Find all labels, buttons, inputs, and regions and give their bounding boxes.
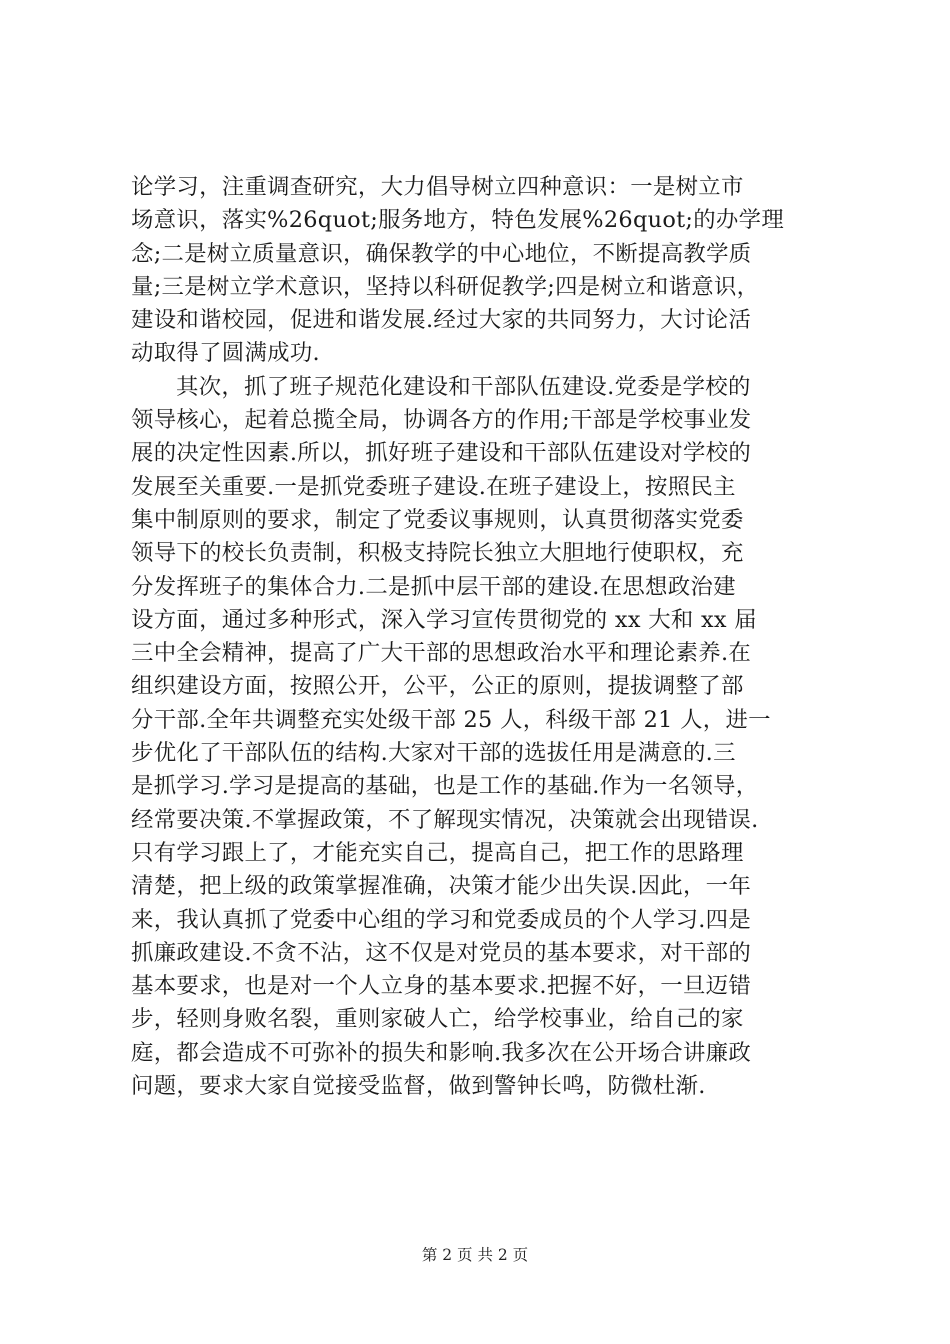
text-line: 步优化了干部队伍的结构.大家对干部的选拔任用是满意的.三 [131,740,736,767]
text-line: 只有学习跟上了，才能充实自己，提高自己，把工作的思路理 [131,839,744,866]
text-line: 建设和谐校园，促进和谐发展.经过大家的共同努力，大讨论活 [131,307,752,334]
text-line: 场意识，落实%26quot;服务地方，特色发展%26quot;的办学理 [131,207,785,234]
text-line: 发展至关重要.一是抓党委班子建设.在班子建设上，按照民主 [131,473,736,500]
text-line: 展的决定性因素.所以，抓好班子建设和干部队伍建设对学校的 [131,440,752,467]
text-line: 分干部.全年共调整充实处级干部 25 人，科级干部 21 人，进一 [131,706,771,733]
paragraph [131,371,831,1104]
text-line: 设方面，通过多种形式，深入学习宣传贯彻党的 xx 大和 xx 届 [131,606,757,633]
text-line: 论学习，注重调查研究，大力倡导树立四种意识：一是树立市 [131,174,744,200]
text-line: 集中制原则的要求，制定了党委议事规则，认真贯彻落实党委 [131,506,744,533]
text-line: 步，轻则身败名裂，重则家破人亡，给学校事业，给自己的家 [131,1006,744,1033]
text-line: 分发挥班子的集体合力.二是抓中层干部的建设.在思想政治建 [131,573,736,600]
text-line: 是抓学习.学习是提高的基础，也是工作的基础.作为一名领导， [131,773,759,800]
text-line: 念;二是树立质量意识，确保教学的中心地位，不断提高教学质 [131,240,752,267]
text-line: 经常要决策.不掌握政策，不了解现实情况，决策就会出现错误. [131,806,759,833]
paragraph [131,171,831,371]
text-line: 问题，要求大家自觉接受监督，做到警钟长鸣，防微杜渐. [131,1073,706,1100]
text-line: 清楚，把上级的政策掌握准确，决策才能少出失误.因此，一年 [131,873,752,900]
text-line: 基本要求，也是对一个人立身的基本要求.把握不好，一旦迈错 [131,973,752,1000]
text-line: 组织建设方面，按照公开，公平，公正的原则，提拔调整了部 [131,673,744,700]
text-line: 领导核心，起着总揽全局，协调各方的作用;干部是学校事业发 [131,407,752,434]
text-line: 来，我认真抓了党委中心组的学习和党委成员的个人学习.四是 [131,906,752,933]
text-line: 领导下的校长负责制，积极支持院长独立大胆地行使职权，充 [131,540,744,567]
text-line: 庭，都会造成不可弥补的损失和影响.我多次在公开场合讲廉政 [131,1039,752,1066]
text-line: 量;三是树立学术意识，坚持以科研促教学;四是树立和谐意识， [131,273,760,300]
text-line: 三中全会精神，提高了广大干部的思想政治水平和理论素养.在 [131,640,752,667]
document-body [131,171,831,1103]
page-footer: 第 2 页 共 2 页 [421,1246,529,1264]
text-line: 其次，抓了班子规范化建设和干部队伍建设.党委是学校的 [176,373,751,400]
text-line: 抓廉政建设.不贪不沾，这不仅是对党员的基本要求，对干部的 [131,939,752,966]
text-line: 动取得了圆满成功. [131,340,320,367]
